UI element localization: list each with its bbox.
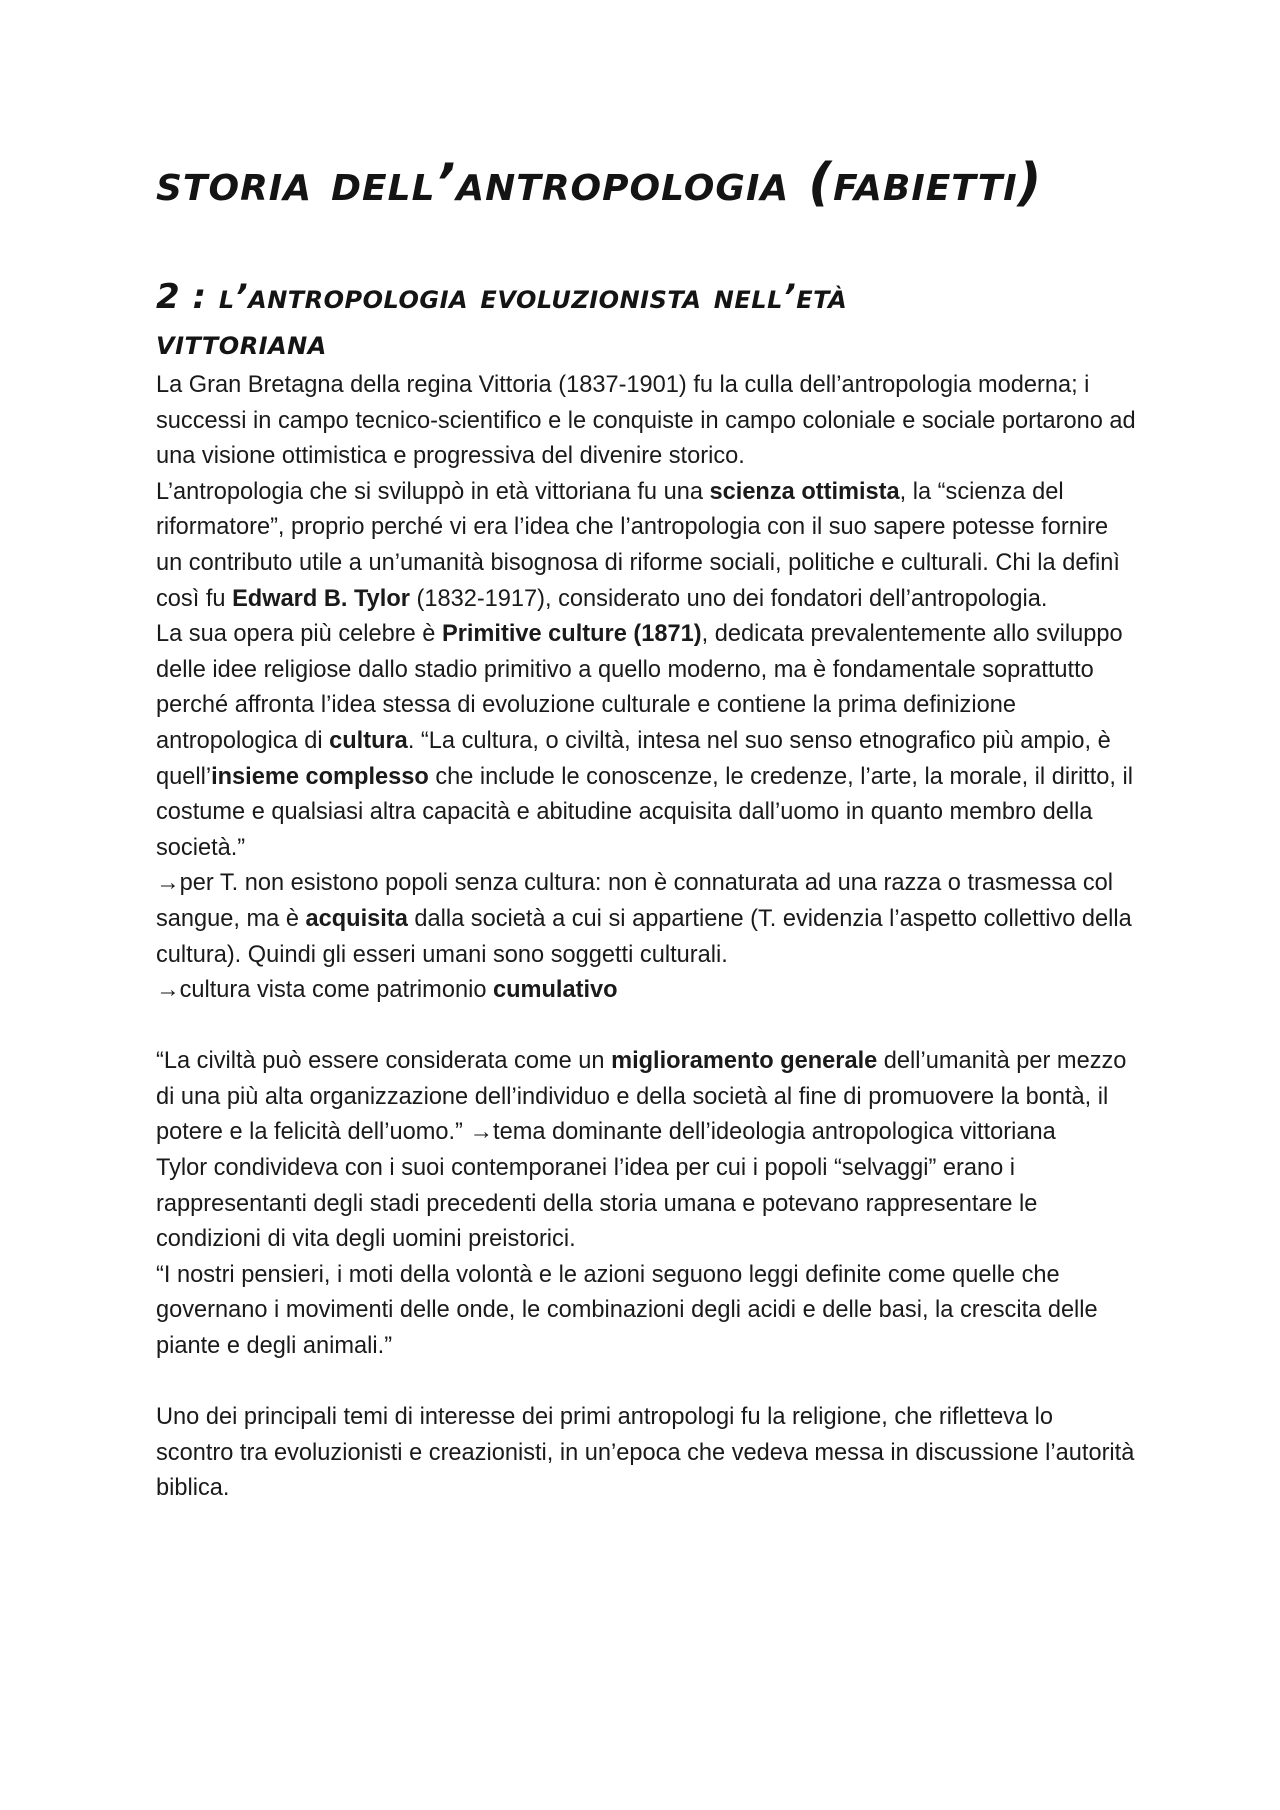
paragraph-text: (1832-1917), considerato uno dei fondatori dell’antropologia. (409, 585, 1048, 612)
paragraph-text: , dedicata prevalentemente allo sviluppo delle idee religiose dallo stadio primitivo a quello moderno, ma è fondamentale soprattutto perché affronta l’idea stessa di evoluzione culturale e contiene la prima definizione antropologica di (156, 621, 1123, 754)
document-body (156, 368, 1136, 1507)
paragraph-text: →per T. non esistono popoli senza cultura: non è connaturata ad una razza o trasmessa col sangue, ma è (156, 870, 1113, 932)
paragraph-cumulative (156, 973, 1136, 1009)
paragraph-savages (156, 1151, 1136, 1258)
paragraph-civilization-quote (156, 1044, 1136, 1151)
paragraph-text: . “La cultura, o civiltà, intesa nel suo senso etnografico più ampio, è quell’ (156, 727, 1111, 790)
paragraph-text: “La civiltà può essere considerata come un (156, 1048, 612, 1075)
paragraph-culture-acquired (156, 866, 1136, 973)
paragraph-text: , la “scienza del riformatore”, proprio perché vi era l’idea che l’antropologia con il suo sapere potesse fornire un contributo utile a un’umanità bisognosa di riforme sociali, politiche e culturali. Chi la definì così fu (156, 478, 1120, 612)
paragraph-text: La Gran Bretagna della regina Vittoria (1837-1901) fu la culla dell’antropologia moderna; i successi in campo tecnico-scientifico e le conquiste in campo coloniale e sociale portarono ad una visione ottimistica e progressiva del divenire storico. (156, 372, 1136, 470)
paragraph-text: Uno dei principali temi di interesse dei primi antropologi fu la religione, che rifletteva lo scontro tra evoluzionisti e creazionisti, in un’epoca che vedeva messa in discussione l’autorità biblica. (156, 1404, 1135, 1502)
bold-term: insieme complesso (211, 763, 429, 790)
paragraph-text: La sua opera più celebre è (156, 621, 442, 648)
paragraph-text: “I nostri pensieri, i moti della volontà e le azioni seguono leggi definite come quelle che governano i movimenti delle onde, le combinazioni degli acidi e delle basi, la crescita delle piante e degli animali.” (156, 1261, 1098, 1360)
paragraph-primitive-culture (156, 617, 1136, 866)
paragraph-text: →cultura vista come patrimonio (156, 977, 493, 1004)
paragraph-text: Tylor condivideva con i suoi contemporanei l’idea per cui i popoli “selvaggi” erano i rappresentanti degli stadi precedenti della storia umana e potevano rappresentare le condizioni di vita degli uomini preistorici. (156, 1155, 1038, 1253)
bold-term: cumulativo (493, 977, 618, 1004)
bold-term: cultura (329, 727, 408, 754)
paragraph-text: L’antropologia che si sviluppò in età vittoriana fu una (156, 478, 710, 505)
section-heading: 2 : l’antropologia evoluzionista nell’età vittoriana (156, 277, 848, 363)
paragraph-intro (156, 368, 1136, 475)
paragraph-laws-quote (156, 1258, 1136, 1365)
paragraph-text: che include le conoscenze, le credenze, l’arte, la morale, il diritto, il costume e qualsiasi altra capacità e abitudine acquisita dall’uomo in quanto membro della società.” (156, 763, 1134, 861)
bold-term: Primitive culture (1871) (441, 621, 702, 648)
document-title: storia dell’antropologia (fabietti) (156, 153, 1043, 213)
bold-term: Edward B. Tylor (232, 585, 410, 612)
paragraph-text: dell’umanità per mezzo di una più alta organizzazione dell’individuo e della società al fine di promuovere la bontà, il potere e la felicità dell’uomo.” →tema dominante dell’ideologia antropologica vittoriana (156, 1048, 1127, 1146)
paragraph-victorian-science (156, 475, 1136, 617)
paragraph-religion (156, 1400, 1136, 1507)
document-page (156, 150, 1136, 1507)
bold-term: acquisita (305, 905, 408, 932)
bold-term: scienza ottimista (709, 478, 900, 505)
paragraph-text: dalla società a cui si appartiene (T. evidenzia l’aspetto collettivo della cultura). Quindi gli esseri umani sono soggetti culturali. (156, 905, 1132, 968)
bold-term: miglioramento generale (611, 1048, 878, 1075)
paragraph-spacer (156, 1365, 1136, 1401)
paragraph-spacer (156, 1009, 1136, 1045)
